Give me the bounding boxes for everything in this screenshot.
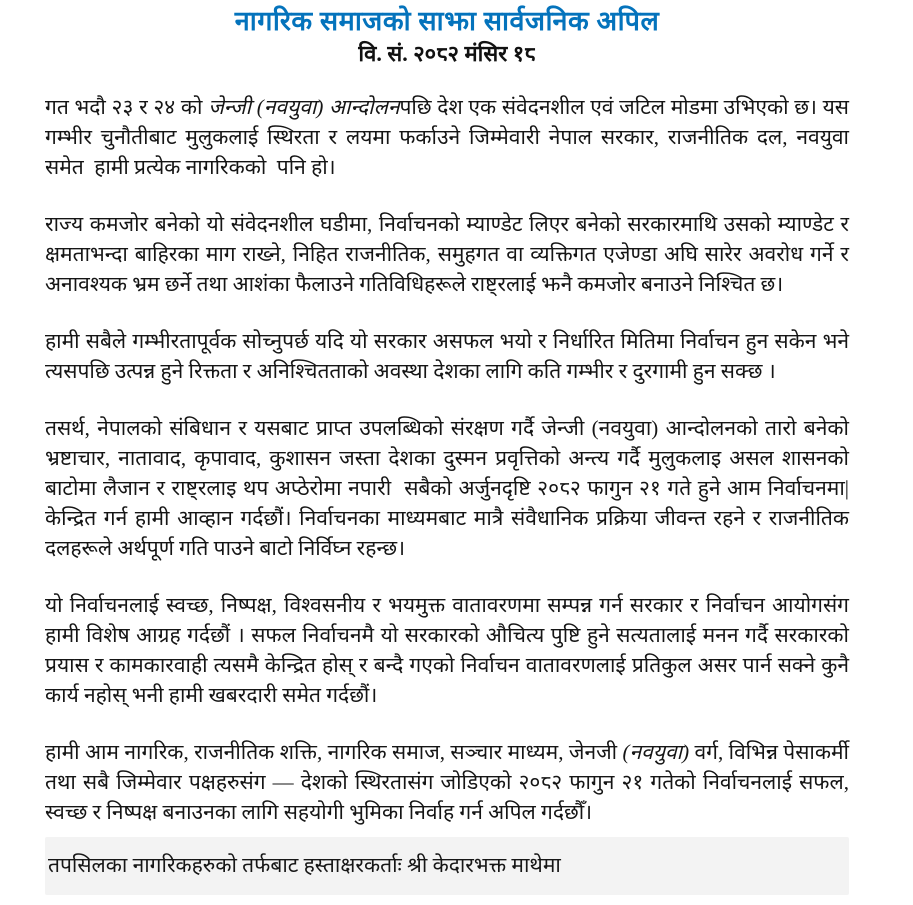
paragraph <box>45 737 849 827</box>
text-segment: वर्ग, विभिन्न पेसाकर्मी तथा सबै जिम्मेवार पक्षहरुसंग — देशको स्थिरतासंग जोडिएको २०८२ फागुन २१ गतेको निर्वाचनलाई सफल, स्वच्छ र निष्पक्ष बनाउनका लागि सहयोगी भुमिका निर्वाह गर्न अपिल गर्दछौँ। <box>45 740 849 824</box>
italic-text-segment: (नवयुवा) <box>622 740 690 764</box>
body-paragraphs <box>45 92 849 827</box>
paragraph <box>45 590 849 710</box>
text-segment: केन्द्रित गर्न हामी आव्हान गर्दछौं। निर्वाचनका माध्यमबाट मात्रै संवैधानिक प्रक्रिया जीवन्त रहने र राजनीतिक दलहरूले अर्थपूर्ण गति पाउने बाटो निर्विघ्न रहन्छ। <box>45 506 849 560</box>
text-segment: हामी सबैले गम्भीरतापूर्वक सोच्नुपर्छ यदि यो सरकार असफल भयो र निर्धारित मितिमा निर्वाचन हुन सकेन भने त्यसपछि उत्पन्न हुने रिक्तता र अनिश्चितताको अवस्था देशका लागि कति गम्भीर र दुरगामी हुन सक्छ । <box>45 329 849 383</box>
paragraph <box>45 209 849 299</box>
text-segment: पछि देश एक संवेदनशील एवं जटिल मोडमा उभिएको छ। यस गम्भीर चुनौतीबाट मुलुकलाई स्थिरता र लयमा फर्काउने जिम्मेवारी नेपाल सरकार, राजनीतिक दल, नवयुवा समेत हामी प्रत्येक नागरिकको पनि हो। <box>45 95 849 179</box>
text-segment: राज्य कमजोर बनेको यो संवेदनशील घडीमा, निर्वाचनको म्याण्डेट लिएर बनेको सरकारमाथि उसको म्याण्डेट र क्षमताभन्दा बाहिरका माग राख्ने, निहित राजनीतिक, समुहगत वा व्यक्तिगत एजेण्डा अघि सारेर अवरोध गर्ने र अनावश्यक भ्रम छर्ने तथा आशंका फैलाउने गतिविधिहरूले राष्ट्रलाई झनै कमजोर बनाउने निश्चित छ। <box>45 212 849 296</box>
text-caret: | <box>844 476 849 500</box>
text-segment: हामी आम नागरिक, राजनीतिक शक्ति, नागरिक समाज, सञ्चार माध्यम, जेनजी <box>45 740 623 764</box>
italic-text-segment: जेन्जी (नवयुवा) आन्दोलन <box>208 95 400 119</box>
page-title: नागरिक समाजको साझा सार्वजनिक अपिल <box>234 6 660 36</box>
paragraph <box>45 92 849 182</box>
paragraph <box>45 413 849 563</box>
paragraph <box>45 326 849 386</box>
signature-highlight-line: तपसिलका नागरिकहरुको तर्फबाट हस्ताक्षरकर्ताः श्री केदारभक्त माथेमा <box>45 837 849 895</box>
text-segment: तसर्थ, नेपालको संबिधान र यसबाट प्राप्त उपलब्धिको संरक्षण गर्दै जेन्जी (नवयुवा) आन्दोलनको तारो बनेको भ्रष्टाचार, नातावाद, कृपावाद, कुशासन जस्ता देशका दुस्मन प्रवृत्तिको अन्त्य गर्दै मुलुकलाइ असल शासनको बाटोमा लैजान र राष्ट्रलाइ थप अप्ठेरोमा नपारी सबैको अर्जुनदृष्टि २०८२ फागुन २१ गते हुने आम निर्वाचनमा <box>45 416 849 500</box>
document-date-line: वि. सं. २०८२ मंसिर १८ <box>358 41 536 66</box>
text-segment: गत भदौ २३ र २४ को <box>45 95 209 119</box>
text-segment: यो निर्वाचनलाई स्वच्छ, निष्पक्ष, विश्वसनीय र भयमुक्त वातावरणमा सम्पन्न गर्न सरकार र निर्वाचन आयोगसंग हामी विशेष आग्रह गर्दछौं । सफल निर्वाचनमै यो सरकारको औचित्य पुष्टि हुने सत्यतालाई मनन गर्दै सरकारको प्रयास र कामकारवाही त्यसमै केन्द्रित होस् र बन्दै गएको निर्वाचन वातावरणलाई प्रतिकुल असर पार्न सक्ने कुनै कार्य नहोस् भनी हामी खबरदारी समेत गर्दछौं। <box>45 593 849 707</box>
